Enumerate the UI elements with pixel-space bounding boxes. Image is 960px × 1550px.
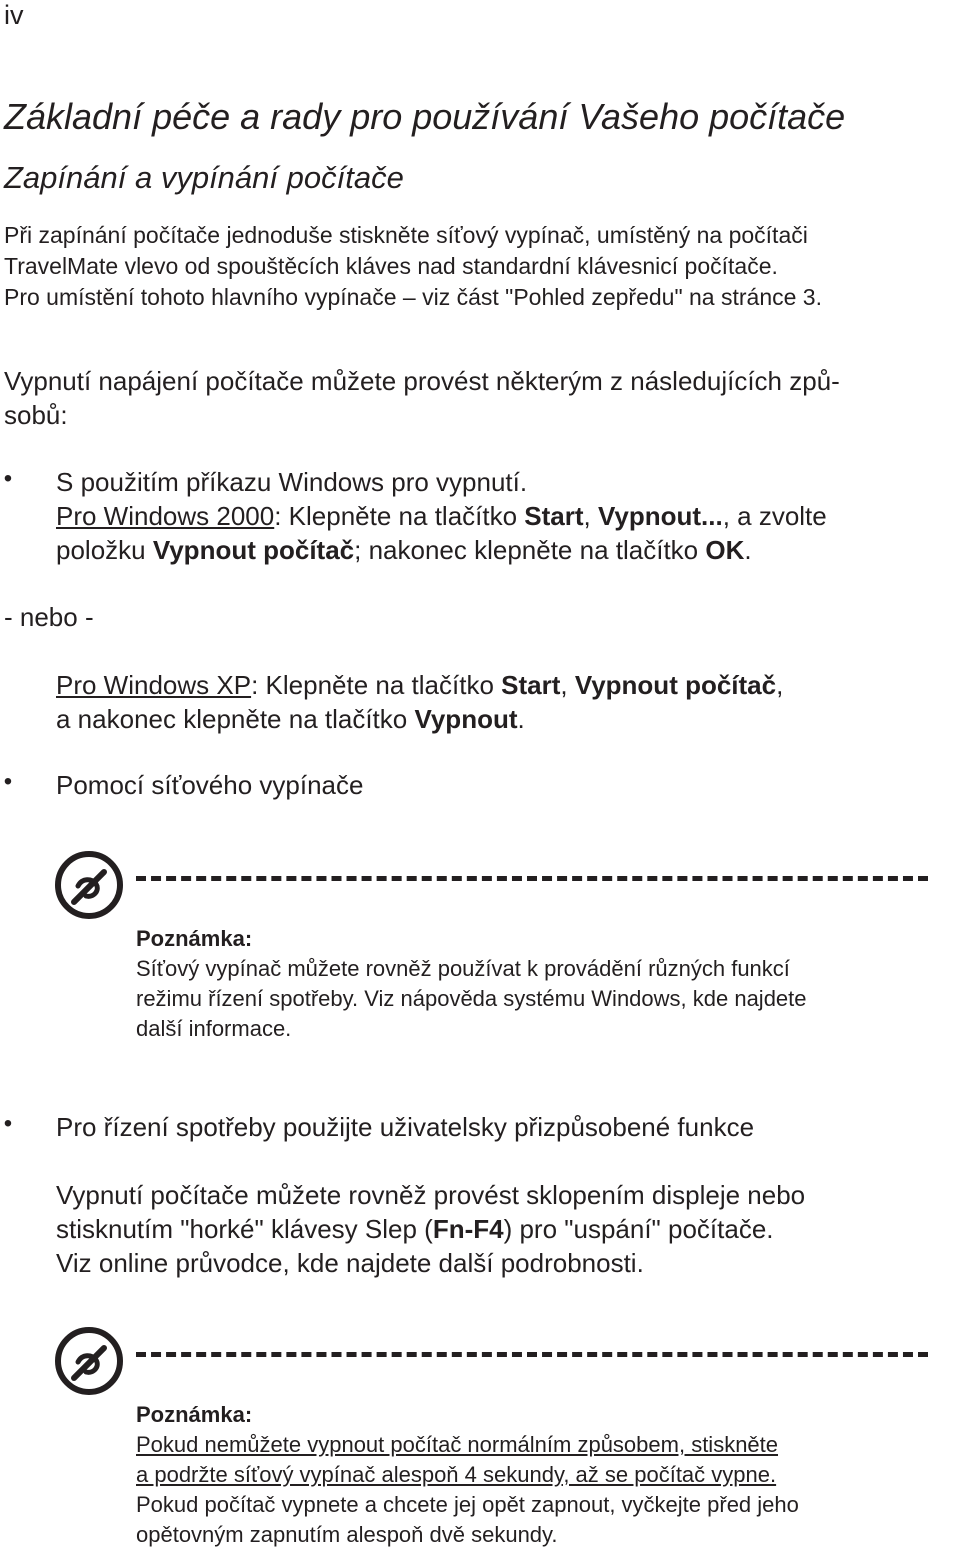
note-2-line-1: Pokud nemůžete vypnout počítač normálním způsobem, stiskněte (136, 1432, 779, 1457)
bullet3-paragraph (56, 1178, 805, 1280)
winxp-text-2: a nakonec klepněte na tlačítko (56, 704, 415, 734)
note-divider (136, 1352, 928, 1357)
winxp-paragraph (56, 668, 783, 736)
bullet-dot-icon: • (3, 1110, 13, 1137)
note-2-label: Poznámka: (136, 1402, 253, 1427)
bullet3-line-2 (56, 1212, 805, 1246)
bullet1-heading: S použitím příkazu Windows pro vypnutí. (56, 467, 528, 497)
note-1 (136, 924, 807, 1044)
note-1-line-1: Síťový vypínač můžete rovněž používat k provádění různých funkcí (136, 956, 790, 981)
shutdown-dots-label: Vypnout... (597, 501, 723, 531)
note-1-label: Poznámka: (136, 926, 253, 951)
or-separator: - nebo - (4, 602, 94, 632)
bullet-dot-icon: • (3, 465, 13, 492)
winxp-shutdown-computer-label: Vypnout počítač (574, 670, 777, 700)
win2000-text-3: položku (56, 535, 153, 565)
bullet3-text-2: ) pro "uspání" počítače. (503, 1214, 774, 1244)
intro-line-3: Pro umístění tohoto hlavního vypínače – viz část "Pohled zepředu" na stránce 3. (4, 284, 822, 310)
shutdown-computer-label: Vypnout počítač (152, 535, 355, 565)
intro-line-1: Při zapínání počítače jednoduše stiskněte síťový vypínač, umístěný na počítači (4, 222, 808, 248)
winxp-comma-2: , (776, 670, 784, 700)
page-number: iv (4, 0, 24, 30)
winxp-text-1: : Klepněte na tlačítko (251, 670, 502, 700)
winxp-line-1 (56, 668, 783, 702)
shutdown-intro-line-2: sobů: (4, 400, 68, 430)
shutdown-intro-line-1: Vypnutí napájení počítače můžete provést některým z následujících způ- (4, 366, 840, 396)
bullet3-text-1: stisknutím "horké" klávesy Slep ( (56, 1214, 433, 1244)
period: . (744, 535, 752, 565)
winxp-shutdown-label: Vypnout (414, 704, 518, 734)
note-2-line-3: Pokud počítač vypnete a chcete jej opět zapnout, vyčkejte před jeho (136, 1492, 799, 1517)
hotkey-label: Fn-F4 (432, 1214, 504, 1244)
win2000-line-2 (56, 533, 827, 567)
intro-paragraph (4, 220, 822, 313)
win2000-text-2: , a zvolte (722, 501, 827, 531)
shutdown-intro-paragraph (4, 364, 840, 432)
start-label: Start (524, 501, 584, 531)
ok-label: OK (705, 535, 745, 565)
note-pen-icon (54, 850, 124, 920)
note-1-line-3: další informace. (136, 1016, 292, 1041)
winxp-label: Pro Windows XP (56, 670, 252, 700)
page-title: Základní péče a rady pro používání Vašeho počítače (4, 96, 846, 137)
intro-line-2: TravelMate vlevo od spouštěcích kláves nad standardní klávesnicí počítače. (4, 253, 778, 279)
note-2-line-4: opětovným zapnutím alespoň dvě sekundy. (136, 1522, 558, 1547)
note-1-line-2: režimu řízení spotřeby. Viz nápověda systému Windows, kde najdete (136, 986, 807, 1011)
win2000-text-4: ; nakonec klepněte na tlačítko (354, 535, 706, 565)
win2000-text-1: : Klepněte na tlačítko (274, 501, 525, 531)
winxp-line-2 (56, 702, 783, 736)
win2000-line (56, 499, 827, 533)
bullet3-line-1: Vypnutí počítače můžete rovněž provést sklopením displeje nebo (56, 1180, 806, 1210)
winxp-comma: , (560, 670, 575, 700)
win2000-label: Pro Windows 2000 (56, 501, 275, 531)
bullet3-heading: Pro řízení spotřeby použijte uživatelsky přizpůsobené funkce (56, 1112, 755, 1142)
note-2-line-2: a podržte síťový vypínač alespoň 4 sekundy, až se počítač vypne. (136, 1462, 777, 1487)
winxp-start-label: Start (501, 670, 561, 700)
note-2 (136, 1400, 799, 1550)
winxp-period: . (517, 704, 525, 734)
comma: , (583, 501, 598, 531)
note-divider (136, 876, 928, 881)
note-pen-icon (54, 1326, 124, 1396)
bullet-dot-icon: • (3, 768, 13, 795)
bullet2-text: Pomocí síťového vypínače (56, 770, 364, 800)
bullet3-line-3: Viz online průvodce, kde najdete další podrobnosti. (56, 1248, 644, 1278)
section-title: Zapínání a vypínání počítače (4, 160, 404, 195)
